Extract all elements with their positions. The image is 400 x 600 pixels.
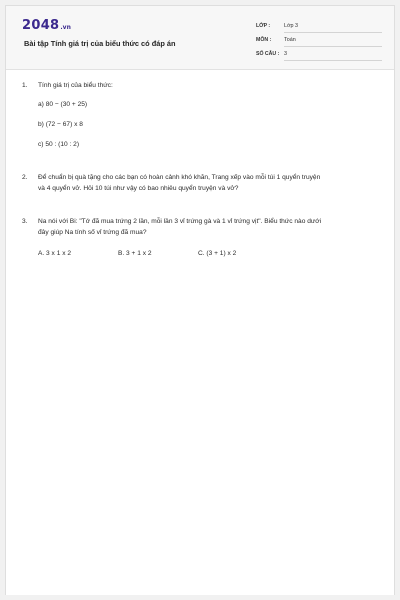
question-line: Na nói với Bi: "Tớ đã mua trứng 2 lần, mỗi lần 3 vỉ trứng gà và 1 vỉ trứng vịt". Biểu thức nào dưới [38, 218, 322, 225]
question-line: Tính giá trị của biểu thức: [38, 82, 113, 89]
question-text [38, 217, 378, 238]
meta-subject-value: Toán [284, 34, 382, 47]
worksheet-page [5, 5, 395, 595]
question-3-choices [38, 250, 368, 262]
question-line: và 4 quyển vở. Hỏi 10 túi như vậy có bao nhiêu quyển truyện và vở? [38, 184, 239, 192]
choice-b[interactable]: B. 3 + 1 x 2 [118, 250, 152, 257]
meta-subject-label: MÔN : [256, 37, 272, 43]
question-line: đây giúp Na tính số vỉ trứng đã mua? [38, 228, 147, 236]
worksheet-header [6, 6, 394, 70]
meta-class-label: LỚP : [256, 23, 271, 29]
question-1-item-c: c) 50 : (10 : 2) [38, 141, 80, 148]
question-text [38, 173, 378, 194]
meta-count-label: SỐ CÂU : [256, 51, 280, 57]
choice-c[interactable]: C. (3 + 1) x 2 [198, 250, 237, 257]
meta-subject [256, 34, 382, 48]
question-1-item-a: a) 80 − (30 + 25) [38, 101, 88, 108]
question-line: Để chuẩn bị quà tặng cho các bạn có hoàn cảnh khó khăn, Trang xếp vào mỗi túi 1 quyển truyện [38, 174, 321, 181]
question-text [38, 81, 378, 92]
question-1-item-b: b) (72 − 67) x 8 [38, 121, 83, 128]
question-number: 3. [22, 218, 28, 225]
question-number: 1. [22, 82, 28, 89]
choice-a[interactable]: A. 3 x 1 x 2 [38, 250, 71, 257]
meta-count [256, 48, 382, 62]
question-number: 2. [22, 174, 28, 181]
worksheet-title: Bài tập Tính giá trị của biểu thức có đáp án [24, 39, 176, 48]
meta-class-value: Lớp 3 [284, 20, 382, 33]
logo-text: 2048 [22, 18, 60, 33]
meta-class [256, 20, 382, 34]
meta-count-value: 3 [284, 48, 382, 61]
site-logo[interactable] [22, 17, 71, 33]
logo-domain: .vn [60, 24, 71, 31]
